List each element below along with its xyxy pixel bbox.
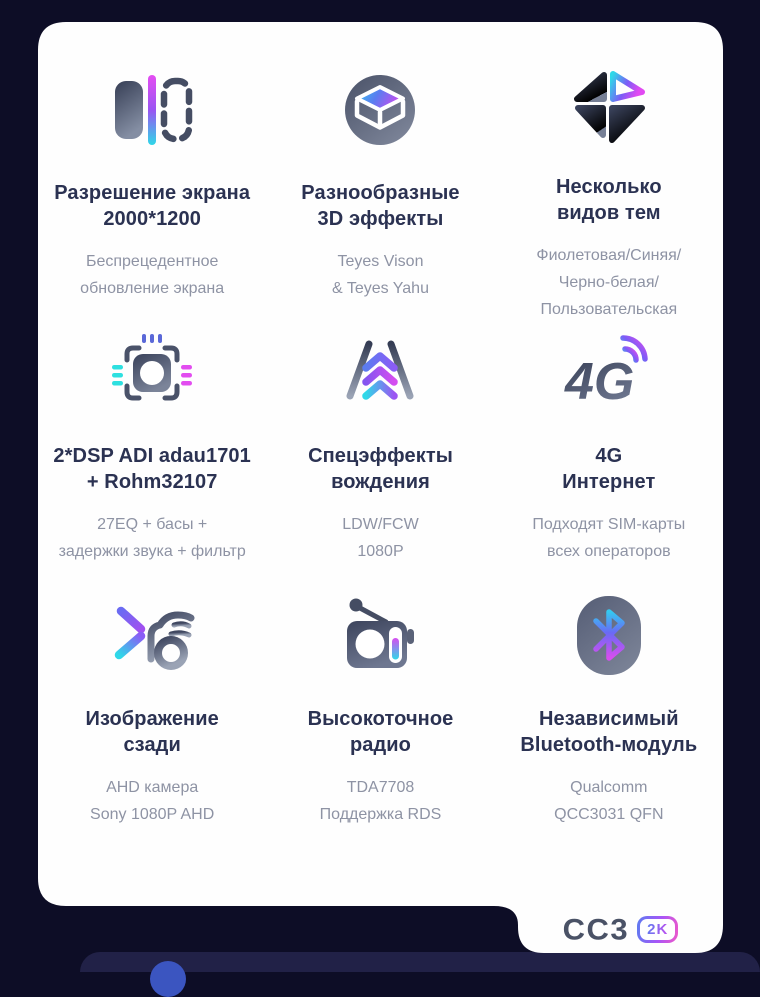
svg-text:4G: 4G (564, 353, 635, 411)
feature-driving-effects (266, 323, 494, 586)
dsp-chip-icon (111, 323, 193, 423)
bluetooth-icon (568, 586, 650, 686)
feature-subtitle: Подходят SIM-карты всех операторов (532, 516, 686, 560)
feature-subtitle: LDW/FCW 1080P (342, 516, 419, 560)
3d-effects-icon (339, 60, 421, 160)
4g-internet-icon (563, 323, 655, 423)
feature-title: Спецэффекты вождения (308, 445, 453, 493)
feature-grid (38, 22, 723, 849)
feature-rear-image (38, 586, 266, 849)
feature-title: Разнообразные 3D эффекты (301, 182, 460, 230)
rear-camera-icon (108, 586, 196, 686)
feature-screen-resolution (38, 60, 266, 323)
brand-logo (518, 906, 723, 953)
feature-subtitle: 27EQ + басы + задержки звука + фильтр (58, 516, 246, 560)
feature-radio (266, 586, 494, 849)
cc3-logo-text: CC3 (562, 912, 630, 947)
feature-title: 2*DSP ADI adau1701 + Rohm32107 (53, 445, 251, 493)
feature-themes (495, 60, 723, 323)
feature-title: 4G Интернет (562, 445, 656, 493)
radio-icon (339, 586, 421, 686)
feature-4g (495, 323, 723, 586)
2k-badge-text: 2K (647, 921, 669, 938)
feature-title: Высокоточное радио (307, 708, 454, 756)
feature-subtitle: Фиолетовая/Синяя/ Черно-белая/ Пользовательская (536, 247, 682, 318)
feature-subtitle: AHD камера Sony 1080P AHD (90, 779, 215, 823)
feature-title: Независимый Bluetooth-модуль (520, 708, 698, 756)
feature-title: Несколько видов тем (555, 176, 662, 224)
2k-badge (637, 916, 678, 943)
feature-subtitle: Qualcomm QCC3031 QFN (554, 779, 664, 823)
feature-dsp (38, 323, 266, 586)
feature-subtitle: TDA7708 Поддержка RDS (319, 779, 442, 823)
feature-subtitle: Беспрецедентное обновление экрана (80, 253, 225, 297)
feature-3d-effects (266, 60, 494, 323)
feature-title: Изображение сзади (85, 708, 219, 756)
feature-bluetooth (495, 586, 723, 849)
screen-resolution-icon (111, 60, 193, 160)
driving-effects-icon (339, 323, 421, 423)
themes-icon (568, 60, 650, 154)
feature-title: Разрешение экрана 2000*1200 (54, 182, 251, 230)
feature-subtitle: Teyes Vison & Teyes Yahu (332, 253, 429, 297)
